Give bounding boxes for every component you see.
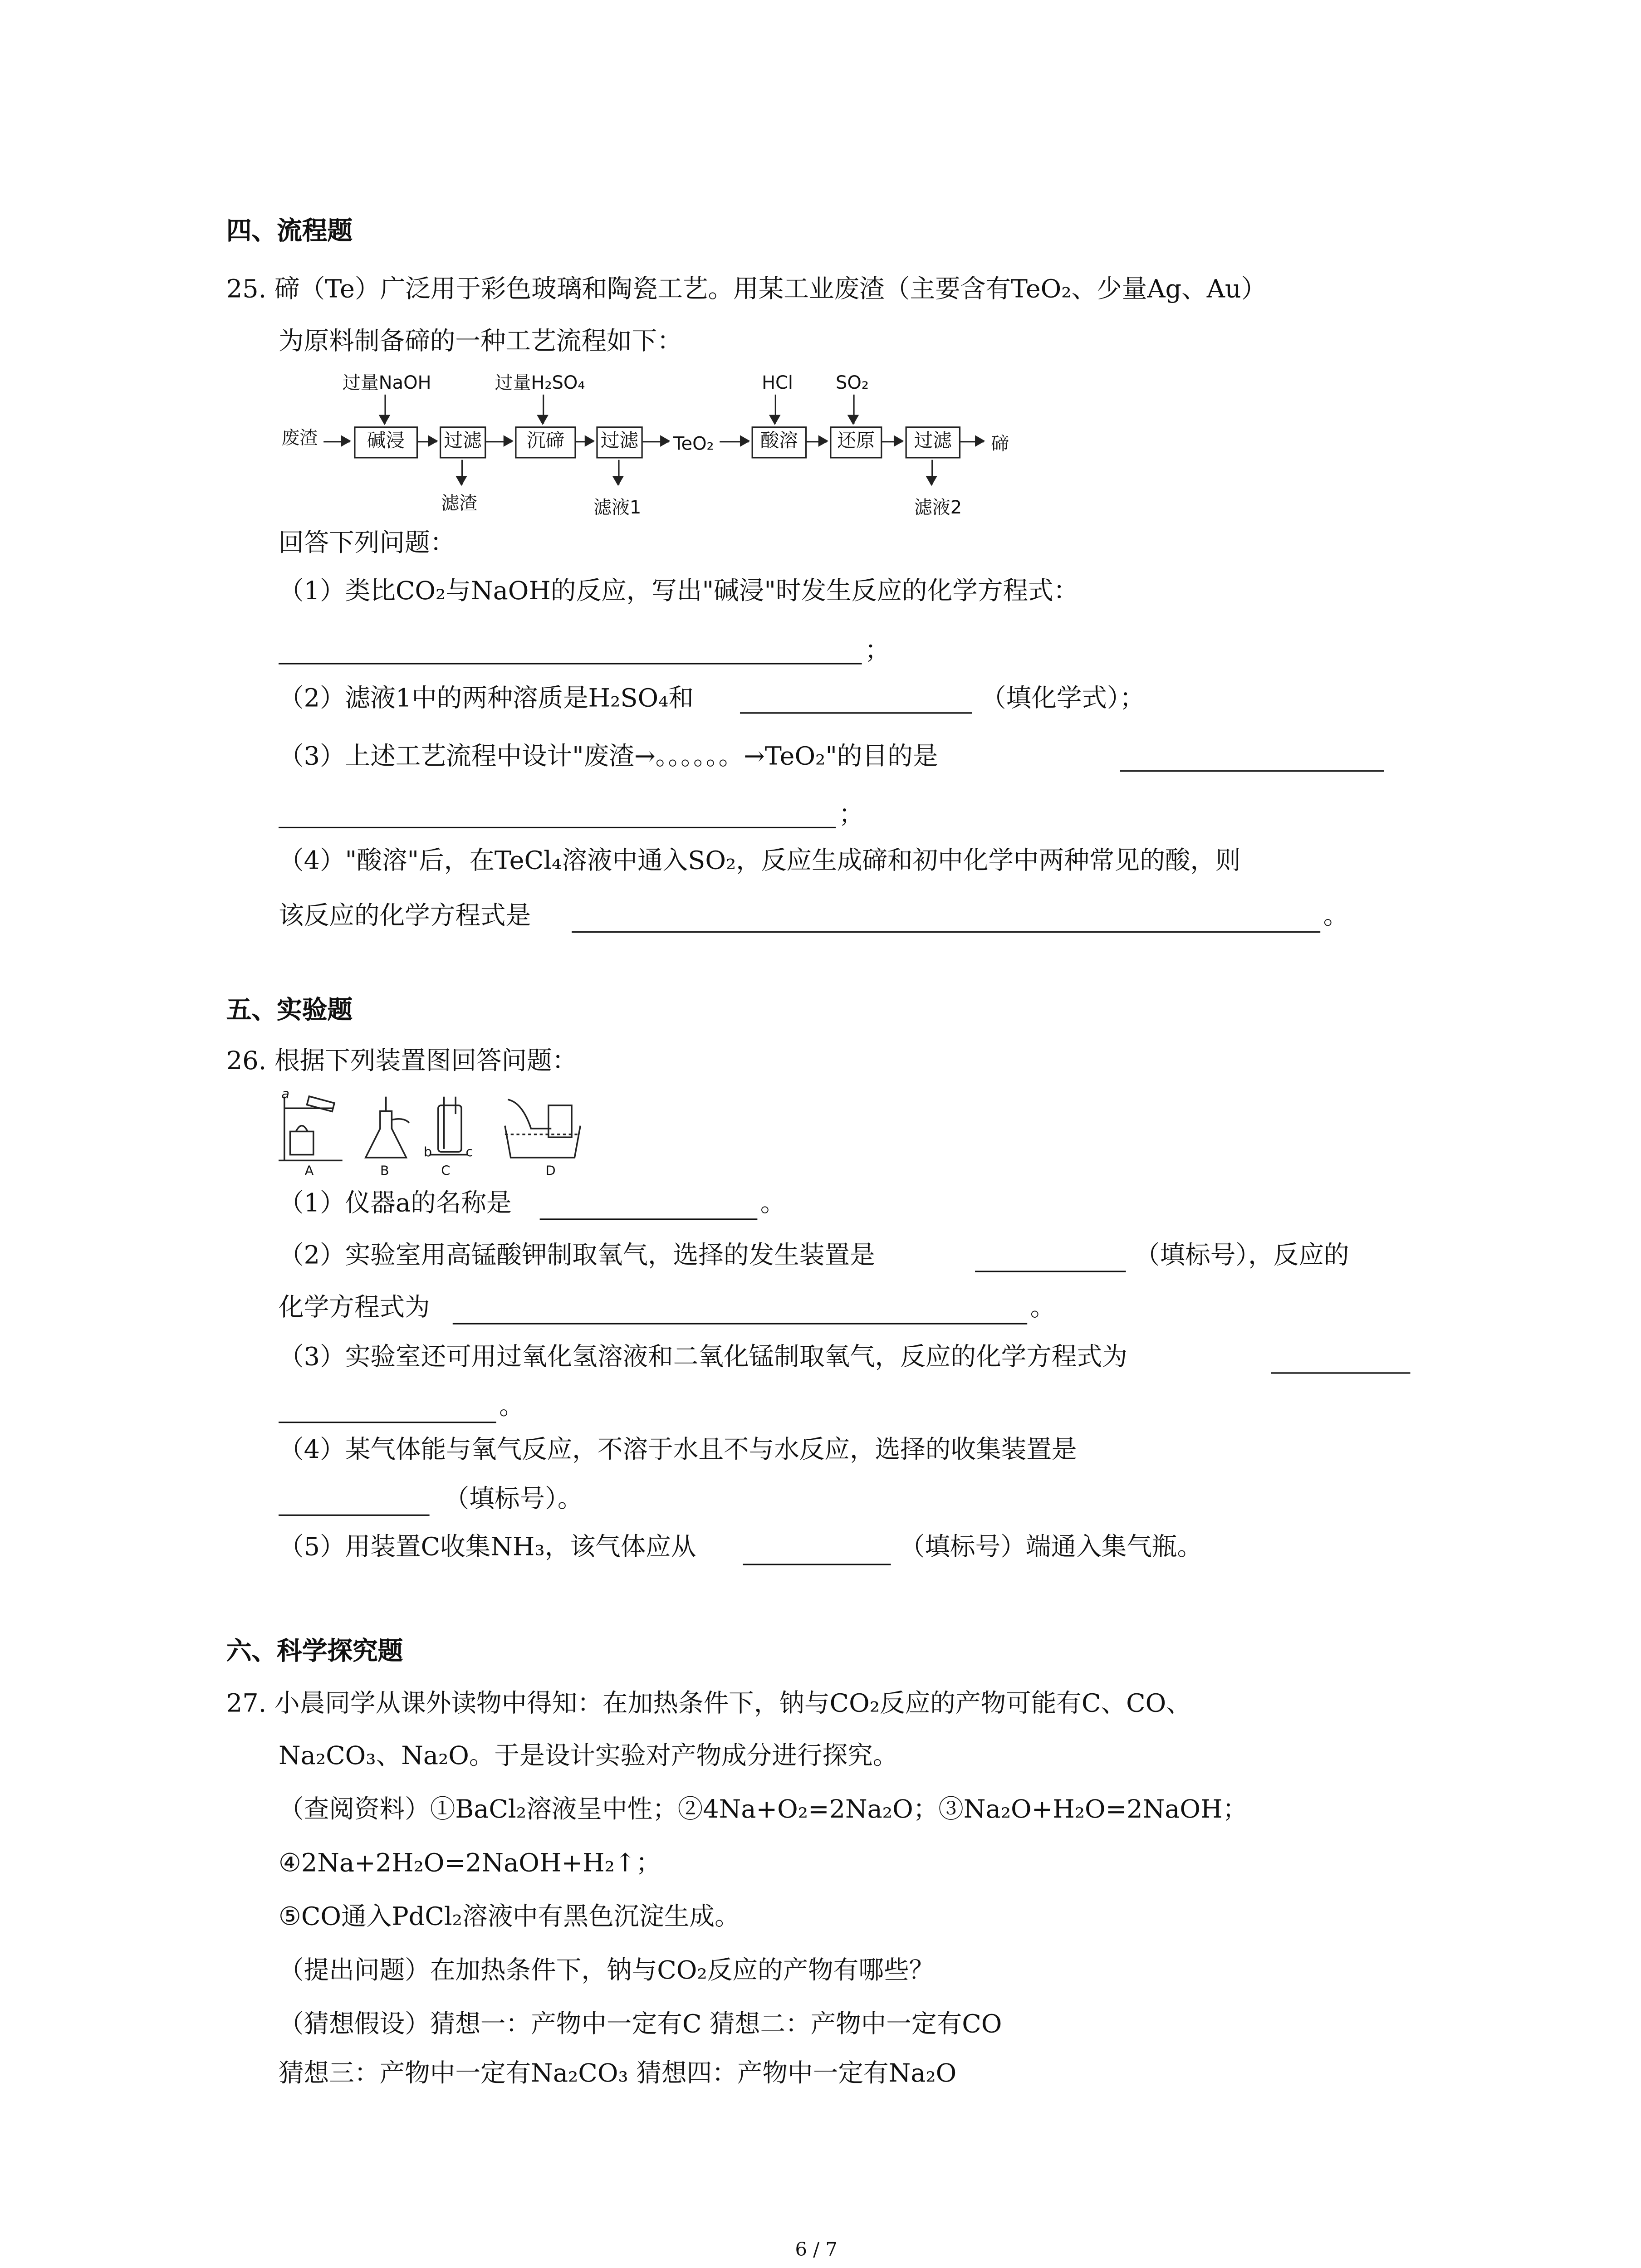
- answer-blank: [572, 931, 1320, 933]
- apparatus-a-label: a: [281, 1088, 290, 1103]
- flow-filtrate-1: 滤液1: [593, 496, 642, 518]
- answer-blank: [1120, 770, 1384, 772]
- punctuation: ；: [838, 801, 864, 830]
- question-26-part-5-hint: （填标号）端通入集气瓶。: [899, 1533, 1203, 1563]
- flow-arrow: [775, 395, 776, 424]
- answer-blank: [453, 1323, 1027, 1325]
- answer-blank: [279, 663, 862, 664]
- question-27-question: （提出问题）在加热条件下，钠与CO₂反应的产物有哪些？: [279, 1957, 935, 1986]
- question-26-part-2: （2）实验室用高锰酸钾制取氧气，选择的发生装置是: [279, 1242, 875, 1271]
- flow-step-filter-2: 过滤: [596, 426, 642, 458]
- question-25-part-3: （3）上述工艺流程中设计"废渣→。。。。。。→TeO₂"的目的是: [279, 743, 938, 772]
- question-25-stem: 25. 碲（Te）广泛用于彩色玻璃和陶瓷工艺。用某工业废渣（主要含有TeO₂、少量Ag、Au）: [226, 275, 1267, 305]
- question-27-references-cont: ④2Na+2H₂O=2NaOH+H₂↑；: [279, 1849, 661, 1879]
- punctuation: ；: [865, 636, 890, 666]
- punctuation: 。: [760, 1189, 786, 1219]
- flow-residue: 滤渣: [441, 492, 478, 514]
- question-25-part-1: （1）类比CO₂与NaOH的反应，写出"碱浸"时发生反应的化学方程式：: [279, 577, 1079, 606]
- question-26-part-2-cont: 化学方程式为: [279, 1294, 430, 1323]
- process-flow-diagram: [0, 0, 1641, 551]
- flow-arrow: [960, 441, 984, 442]
- answer-blank: [279, 827, 836, 828]
- answer-blank: [1271, 1372, 1410, 1374]
- question-27-hypothesis: （猜想假设）猜想一：产物中一定有C 猜想二：产物中一定有CO: [279, 2010, 1002, 2040]
- question-25-part-4: （4）"酸溶"后，在TeCl₄溶液中通入SO₂，反应生成碲和初中化学中两种常见的酸，则: [279, 847, 1241, 876]
- question-26-part-3: （3）实验室还可用过氧化氢溶液和二氧化锰制取氧气，反应的化学方程式为: [279, 1343, 1127, 1373]
- flow-arrow: [618, 460, 619, 484]
- punctuation: 。: [1323, 902, 1349, 932]
- question-27-references-cont: ⑤CO通入PdCl₂溶液中有黑色沉淀生成。: [279, 1903, 740, 1932]
- flow-filtrate-2: 滤液2: [914, 496, 962, 518]
- flow-step-acid-dissolve: 酸溶: [752, 426, 807, 458]
- apparatus-figure: [276, 1088, 624, 1181]
- question-26-stem: 26. 根据下列装置图回答问题：: [226, 1047, 578, 1076]
- question-27-references: （查阅资料）①BaCl₂溶液呈中性；②4Na+O₂=2Na₂O；③Na₂O+H₂O=2NaOH；: [279, 1796, 1248, 1825]
- flow-step-filter-1: 过滤: [440, 426, 486, 458]
- page-number: 6 / 7: [795, 2239, 838, 2262]
- flow-reagent-hcl: HCl: [761, 371, 794, 393]
- flow-arrow: [384, 395, 386, 424]
- question-26-part-4-hint: （填标号）。: [444, 1485, 583, 1515]
- question-27-stem: 27. 小晨同学从课外读物中得知：在加热条件下，钠与CO₂反应的产物可能有C、CO、: [226, 1690, 1191, 1719]
- flow-arrow: [643, 441, 669, 442]
- answer-blank: [743, 1564, 891, 1565]
- section-title: 四、流程题: [226, 217, 353, 247]
- question-25-part-2-hint: （填化学式）；: [980, 684, 1145, 714]
- flow-arrow: [486, 441, 512, 442]
- punctuation: 。: [1030, 1294, 1056, 1323]
- flow-step-reduce: 还原: [830, 426, 882, 458]
- section-title: 五、实验题: [226, 997, 353, 1026]
- apparatus-port-c: c: [465, 1146, 473, 1161]
- flow-intermediate-teo2: TeO₂: [673, 432, 714, 454]
- flow-reagent-naoh: 过量NaOH: [342, 371, 431, 393]
- flow-step-precipitate-te: 沉碲: [515, 426, 576, 458]
- answer-blank: [279, 1422, 496, 1423]
- section-title: 六、科学探究题: [226, 1637, 403, 1667]
- flow-reagent-h2so4: 过量H₂SO₄: [495, 371, 585, 393]
- flow-arrow: [720, 441, 749, 442]
- question-27-stem-cont: Na₂CO₃、Na₂O。于是设计实验对产物成分进行探究。: [279, 1742, 898, 1771]
- question-25-part-4-cont: 该反应的化学方程式是: [279, 902, 531, 932]
- question-25-stem-cont: 为原料制备碲的一种工艺流程如下：: [279, 327, 682, 357]
- flow-arrow: [853, 395, 854, 424]
- flow-step-alkali-leach: 碱浸: [354, 426, 418, 458]
- flow-arrow: [576, 441, 593, 442]
- answer-blank: [279, 1515, 430, 1516]
- question-26-part-2-hint: （填标号），反应的: [1134, 1242, 1349, 1271]
- apparatus-label-c: C: [441, 1164, 451, 1179]
- apparatus-label-d: D: [545, 1164, 556, 1179]
- flow-arrow: [418, 441, 437, 442]
- flow-arrow: [882, 441, 902, 442]
- apparatus-port-b: b: [423, 1146, 432, 1161]
- punctuation: 。: [499, 1393, 524, 1422]
- flow-input: 废渣: [281, 426, 318, 449]
- question-25-prompt: 回答下列问题：: [279, 529, 456, 559]
- answer-blank: [740, 712, 972, 714]
- flow-output-te: 碲: [991, 432, 1009, 454]
- flow-arrow: [807, 441, 827, 442]
- flow-arrow: [323, 441, 350, 442]
- flow-step-filter-3: 过滤: [906, 426, 961, 458]
- flow-arrow: [543, 395, 544, 424]
- question-27-hypothesis-cont: 猜想三：产物中一定有Na₂CO₃ 猜想四：产物中一定有Na₂O: [279, 2060, 957, 2089]
- answer-blank: [540, 1218, 758, 1220]
- question-25-part-2: （2）滤液1中的两种溶质是H₂SO₄和: [279, 684, 694, 714]
- question-26-part-4: （4）某气体能与氧气反应，不溶于水且不与水反应，选择的收集装置是: [279, 1436, 1077, 1465]
- flow-arrow: [461, 460, 463, 484]
- flow-reagent-so2: SO₂: [836, 371, 869, 393]
- flow-arrow: [931, 460, 933, 484]
- question-26-part-1: （1）仪器a的名称是: [279, 1189, 512, 1219]
- answer-blank: [975, 1271, 1126, 1272]
- apparatus-label-a: A: [304, 1164, 314, 1179]
- question-26-part-5: （5）用装置C收集NH₃，该气体应从: [279, 1533, 696, 1563]
- apparatus-label-b: B: [380, 1164, 389, 1179]
